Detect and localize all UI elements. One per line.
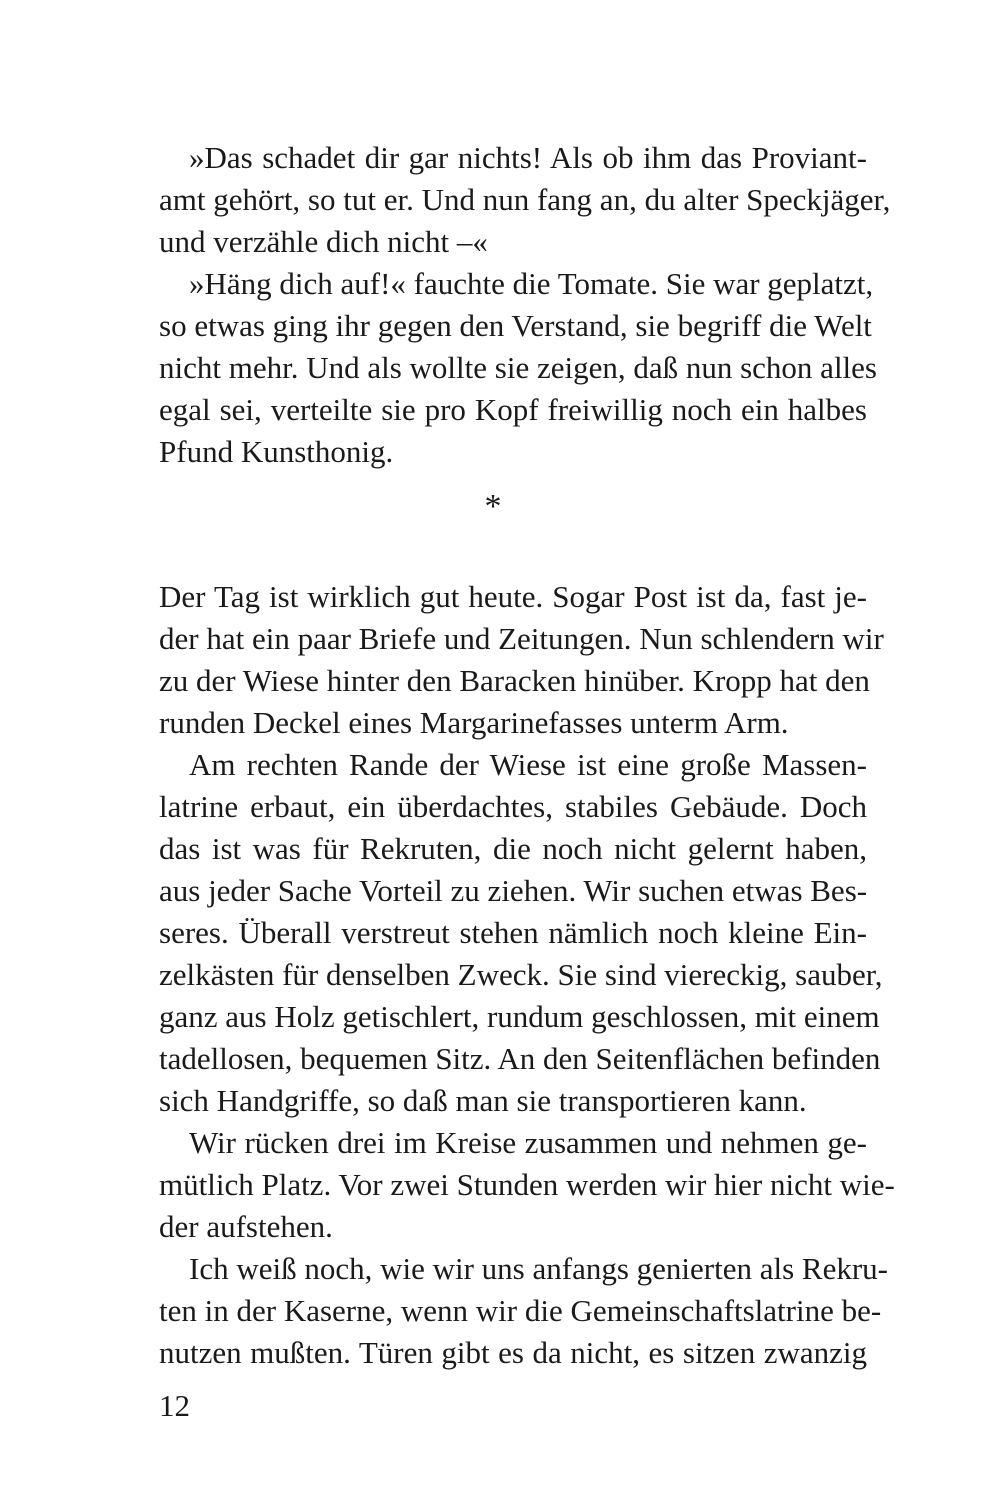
text-line: mütlich Platz. Vor zwei Stunden werden wir hier nicht wie- — [159, 1167, 895, 1202]
text-line: ten in der Kaserne, wenn wir die Gemeinschaftslatrine be- — [159, 1293, 882, 1328]
text-line: tadellosen, bequemen Sitz. An den Seitenflächen befinden — [159, 1041, 881, 1076]
text-line: amt gehört, so tut er. Und nun fang an, du alter Speckjäger, — [159, 182, 891, 217]
text-line: zelkästen für denselben Zweck. Sie sind viereckig, sauber, — [159, 957, 883, 992]
page-number: 12 — [159, 1388, 190, 1423]
text-line: und verzähle dich nicht –« — [159, 224, 488, 259]
text-line: Der Tag ist wirklich gut heute. Sogar Post ist da, fast je- — [159, 579, 867, 614]
text-line: zu der Wiese hinter den Baracken hinüber. Kropp hat den — [159, 663, 870, 698]
text-line: sich Handgriffe, so daß man sie transportieren kann. — [159, 1083, 807, 1118]
text-line: Ich weiß noch, wie wir uns anfangs genierten als Rekru- — [189, 1251, 888, 1286]
text-line: latrine erbaut, ein überdachtes, stabiles Gebäude. Doch — [159, 789, 867, 824]
text-line: der hat ein paar Briefe und Zeitungen. Nun schlendern wir — [159, 621, 884, 656]
text-line: nutzen mußten. Türen gibt es da nicht, es sitzen zwanzig — [159, 1335, 867, 1370]
text-line: seres. Überall verstreut stehen nämlich noch kleine Ein- — [159, 915, 867, 950]
text-line: Am rechten Rande der Wiese ist eine große Massen- — [189, 747, 867, 782]
text-line: runden Deckel eines Margarinefasses unterm Arm. — [159, 705, 789, 740]
text-line: ganz aus Holz getischlert, rundum geschlossen, mit einem — [159, 999, 880, 1034]
text-line: der aufstehen. — [159, 1209, 333, 1244]
text-line: nicht mehr. Und als wollte sie zeigen, daß nun schon alles — [159, 350, 877, 385]
text-line: »Häng dich auf!« fauchte die Tomate. Sie war geplatzt, — [189, 266, 874, 301]
section-separator: * — [484, 488, 502, 525]
text-line: so etwas ging ihr gegen den Verstand, sie begriff die Welt — [159, 308, 872, 343]
text-line: das ist was für Rekruten, die noch nicht gelernt haben, — [159, 831, 867, 866]
text-line: Pfund Kunsthonig. — [159, 434, 394, 469]
text-line: »Das schadet dir gar nichts! Als ob ihm das Proviant- — [189, 140, 867, 175]
text-line: aus jeder Sache Vorteil zu ziehen. Wir suchen etwas Bes- — [159, 873, 868, 908]
text-line: egal sei, verteilte sie pro Kopf freiwillig noch ein halbes — [159, 392, 867, 427]
text-line: Wir rücken drei im Kreise zusammen und nehmen ge- — [189, 1125, 867, 1160]
